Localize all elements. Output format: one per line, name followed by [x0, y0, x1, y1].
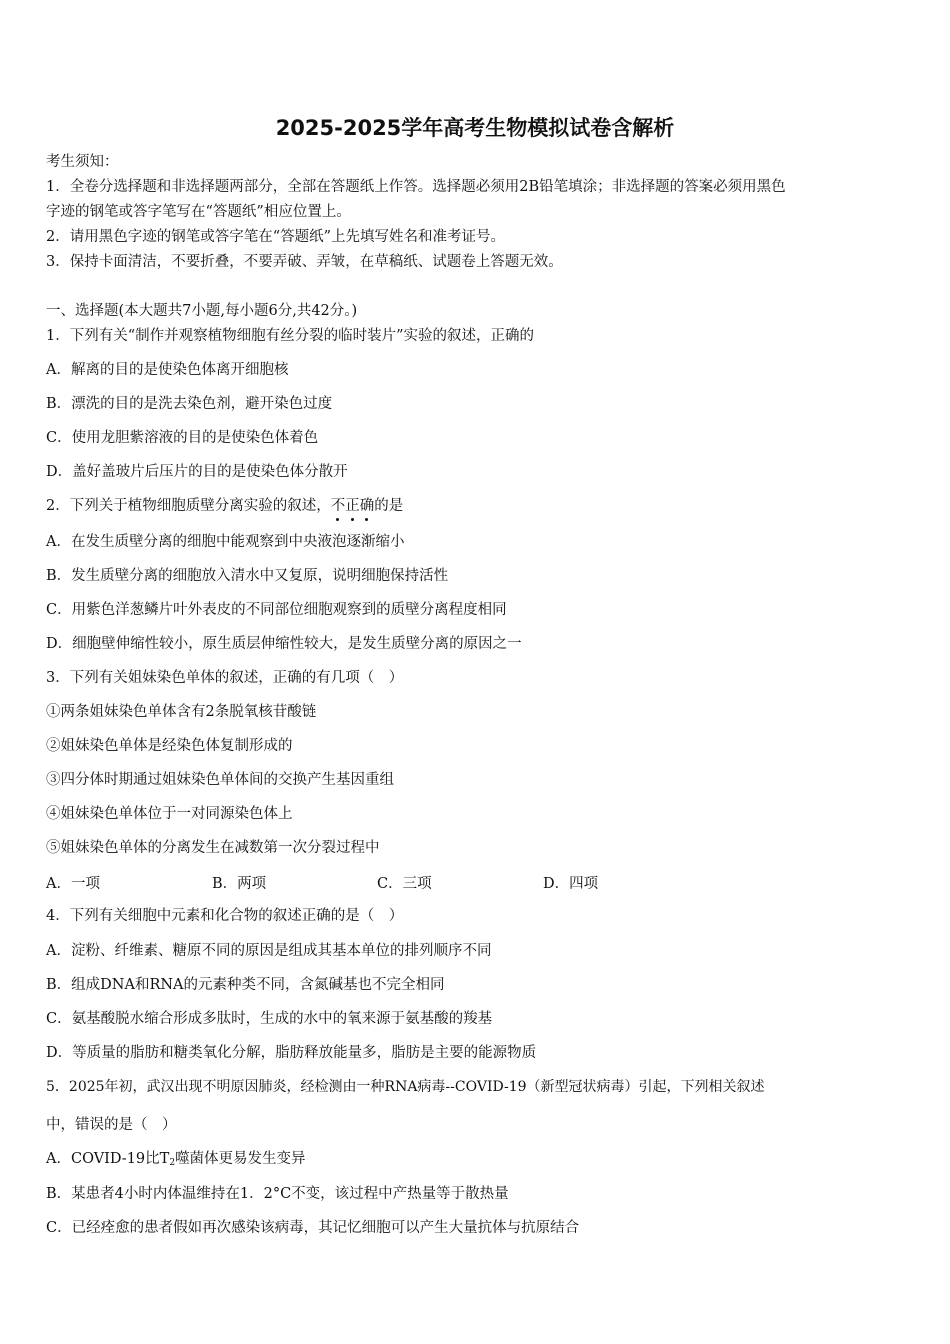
q2-option-c: C．用紫色洋葱鳞片叶外表皮的不同部位细胞观察到的质壁分离程度相同 — [46, 602, 507, 618]
q1-option-c: C．使用龙胆紫溶液的目的是使染色体着色 — [46, 430, 319, 446]
q3-statement-2: ②姐妹染色单体是经染色体复制形成的 — [46, 738, 293, 754]
q2-stem — [46, 496, 403, 516]
notice-heading: 考生须知： — [46, 154, 119, 170]
q4-option-a: A．淀粉、纤维素、糖原不同的原因是组成其基本单位的排列顺序不同 — [46, 943, 492, 959]
q5-option-a-subscript: 2 — [169, 1158, 176, 1168]
q2-stem-post: 的是 — [374, 498, 404, 514]
notice-item-1-cont: 字迹的钢笔或答字笔写在“答题纸”相应位置上。 — [46, 204, 351, 220]
q3-stem: 3．下列有关姐妹染色单体的叙述，正确的有几项（ ） — [46, 670, 404, 686]
q2-stem-pre: 2．下列关于植物细胞质壁分离实验的叙述， — [46, 498, 331, 514]
q3-option-a: A．一项 — [46, 876, 100, 892]
notice-item-2: 2．请用黑色字迹的钢笔或答字笔在“答题纸”上先填写姓名和准考证号。 — [46, 229, 506, 245]
q2-stem-emphasis-2: 正 — [345, 498, 360, 514]
q2-option-a: A．在发生质壁分离的细胞中能观察到中央液泡逐渐缩小 — [46, 534, 405, 550]
q2-stem-emphasis-3: 确 — [359, 498, 375, 514]
section-heading: 一、选择题(本大题共7小题,每小题6分,共42分。) — [46, 303, 358, 319]
page-title: 2025-2025学年高考生物模拟试卷含解析 — [275, 116, 675, 140]
q4-option-d: D．等质量的脂肪和糖类氧化分解，脂肪释放能量多，脂肪是主要的能源物质 — [46, 1045, 537, 1061]
q3-statement-1: ①两条姐妹染色单体含有2条脱氧核苷酸链 — [46, 704, 317, 720]
q1-option-d: D．盖好盖玻片后压片的目的是使染色体分散开 — [46, 464, 348, 480]
q5-option-a-pre: A．COVID-19比T — [46, 1151, 170, 1167]
q4-stem: 4．下列有关细胞中元素和化合物的叙述正确的是（ ） — [46, 908, 404, 924]
q2-option-d: D．细胞壁伸缩性较小，原生质层伸缩性较大，是发生质壁分离的原因之一 — [46, 636, 522, 652]
q4-option-b: B．组成DNA和RNA的元素种类不同，含氮碱基也不完全相同 — [46, 977, 445, 993]
q3-statement-5: ⑤姐妹染色单体的分离发生在减数第一次分裂过程中 — [46, 840, 380, 856]
q3-statement-4: ④姐妹染色单体位于一对同源染色体上 — [46, 806, 293, 822]
q2-option-b: B．发生质壁分离的细胞放入清水中又复原，说明细胞保持活性 — [46, 568, 449, 584]
q1-option-b: B．漂洗的目的是洗去染色剂，避开染色过度 — [46, 396, 333, 412]
q5-option-a-post: 噬菌体更易发生变异 — [175, 1151, 306, 1167]
q5-option-b: B．某患者4小时内体温维持在1．2°C不变，该过程中产热量等于散热量 — [46, 1186, 509, 1202]
notice-item-3: 3．保持卡面清洁，不要折叠，不要弄破、弄皱，在草稿纸、试题卷上答题无效。 — [46, 254, 563, 270]
q5-option-c: C．已经痊愈的患者假如再次感染该病毒，其记忆细胞可以产生大量抗体与抗原结合 — [46, 1220, 580, 1236]
q5-stem-line-1: 5．2025年初，武汉出现不明原因肺炎，经检测由一种RNA病毒--COVID-19（新型冠状病毒）引起，下列相关叙述 — [46, 1079, 765, 1095]
q1-stem: 1．下列有关“制作并观察植物细胞有丝分裂的临时装片”实验的叙述，正确的 — [46, 328, 535, 344]
q3-option-d: D．四项 — [543, 876, 599, 892]
q3-option-c: C．三项 — [377, 876, 432, 892]
q1-option-a: A．解离的目的是使染色体离开细胞核 — [46, 362, 289, 378]
q5-stem-line-2: 中，错误的是（ ） — [46, 1117, 177, 1133]
q3-options — [46, 872, 846, 894]
q4-option-c: C．氨基酸脱水缩合形成多肽时，生成的水中的氧来源于氨基酸的羧基 — [46, 1011, 493, 1027]
q5-option-a — [46, 1149, 306, 1173]
q2-stem-emphasis-1: 不 — [330, 498, 346, 514]
q3-option-b: B．两项 — [212, 876, 267, 892]
notice-item-1: 1．全卷分选择题和非选择题两部分，全部在答题纸上作答。选择题必须用2B铅笔填涂；非选择题的答案必须用黑色 — [46, 179, 786, 195]
q3-statement-3: ③四分体时期通过姐妹染色单体间的交换产生基因重组 — [46, 772, 394, 788]
